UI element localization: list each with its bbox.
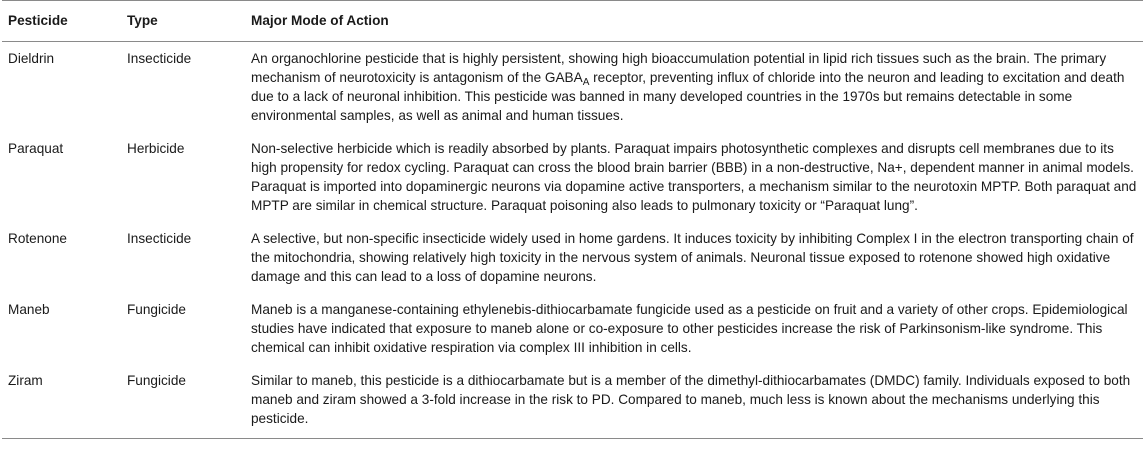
table-header xyxy=(2,1,1143,42)
header-mode-of-action: Major Mode of Action xyxy=(245,1,1143,42)
cell-type: Insecticide xyxy=(127,231,192,246)
table-row xyxy=(2,222,1143,293)
cell-mode-of-action: Non-selective herbicide which is readily absorbed by plants. Paraquat impairs photosynthetic complexes and disrupts cell membranes due to its high propensity for redox cycling. Paraquat can cross the blood brain barrier (BBB) in a non-destructive, Na+, dependent manner in animal models. Paraquat is imported into dopaminergic neurons via dopamine active transporters, a mechanism similar to the neurotoxin MPTP. Both paraquat and MPTP are similar in chemical structure. Paraquat poisoning also leads to pulmonary toxicity or “Paraquat lung”. xyxy=(251,141,1137,213)
cell-type: Fungicide xyxy=(127,302,186,317)
cell-mode-of-action xyxy=(245,42,1143,133)
action-text-part: receptor, preventing influx of chloride into the neuron and leading to excitation and death due to a lack of neuronal inhibition. This pesticide was banned in many developed countries in the 1970s but remains detectable in some environmental samples, as well as animal and human tissues. xyxy=(251,70,1125,123)
cell-mode-of-action: Maneb is a manganese-containing ethylenebis-dithiocarbamate fungicide used as a pesticide on fruit and a variety of other crops. Epidemiological studies have indicated that exposure to maneb alone or co-exposure to other pesticides increase the risk of Parkinsonism-like syndrome. This chemical can inhibit oxidative respiration via complex III inhibition in cells. xyxy=(251,302,1128,355)
table-row xyxy=(2,42,1143,133)
cell-mode-of-action: Similar to maneb, this pesticide is a dithiocarbamate but is a member of the dimethyl-dithiocarbamates (DMDC) family. Individuals exposed to both maneb and ziram showed a 3-fold increase in the risk to PD. Compared to maneb, much less is known about the mechanisms underlying this pesticide. xyxy=(245,364,1143,439)
cell-pesticide: Ziram xyxy=(2,364,121,439)
cell-type: Fungicide xyxy=(121,364,245,439)
header-type: Type xyxy=(121,1,245,42)
table-row xyxy=(2,364,1143,439)
table-body xyxy=(2,42,1143,439)
pesticide-table xyxy=(2,0,1143,439)
table-row xyxy=(2,132,1143,222)
subscript-a: A xyxy=(582,77,590,88)
cell-pesticide: Rotenone xyxy=(8,231,67,246)
cell-pesticide: Dieldrin xyxy=(8,51,55,66)
cell-pesticide: Paraquat xyxy=(8,141,64,156)
table-row xyxy=(2,293,1143,364)
header-row xyxy=(2,1,1143,42)
cell-mode-of-action: A selective, but non-specific insecticide widely used in home gardens. It induces toxicity by inhibiting Complex I in the electron transporting chain of the mitochondria, showing relatively high toxicity in the nervous system of animals. Neuronal tissue exposed to rotenone showed high oxidative damage and this can lead to a loss of dopamine neurons. xyxy=(251,231,1134,284)
cell-type: Herbicide xyxy=(127,141,185,156)
header-pesticide: Pesticide xyxy=(2,1,121,42)
cell-type: Insecticide xyxy=(127,51,192,66)
action-text-part: An organochlorine pesticide that is highly persistent, showing high bioaccumulation potential in lipid rich tissues such as the brain. The primary mechanism of neurotoxicity is antagonism of the GABA xyxy=(251,51,1107,85)
cell-pesticide: Maneb xyxy=(8,302,50,317)
